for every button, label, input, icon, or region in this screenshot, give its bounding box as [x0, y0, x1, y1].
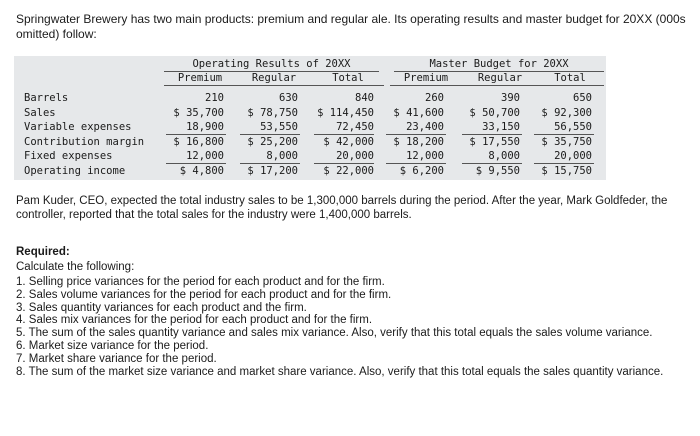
list-item: 1. Selling price variances for the period for each product and for the firm.: [16, 276, 385, 288]
sum-line: [534, 134, 594, 135]
sum-line: [462, 134, 522, 135]
required-subheading: Calculate the following:: [16, 261, 135, 273]
cell: $ 16,800: [173, 136, 224, 148]
cell: 56,550: [554, 121, 592, 133]
group-header-operating-results: Operating Results of 20XX: [192, 58, 351, 70]
required-list: [16, 276, 696, 378]
header-underline-budget: [390, 85, 604, 86]
cell: $ 17,550: [469, 136, 520, 148]
cell: $ 18,200: [393, 136, 444, 148]
group-header-master-budget: Master Budget for 20XX: [429, 58, 569, 70]
cell: 260: [425, 92, 444, 104]
cell: $ 42,000: [323, 136, 374, 148]
list-item: 2. Sales volume variances for the period for each product and for the firm.: [16, 288, 392, 301]
col-header-total-budget: Total: [554, 72, 586, 84]
cell: 33,150: [482, 121, 520, 133]
col-header-total-actual: Total: [332, 72, 364, 84]
cell: $ 35,750: [541, 136, 592, 148]
list-item: 4. Sales mix variances for the period for each product and for the firm.: [16, 314, 373, 327]
cell: 8,000: [488, 150, 520, 162]
row-label-contribution-margin: Contribution margin: [24, 136, 145, 148]
cell: $ 114,450: [317, 107, 374, 119]
list-item: 7. Market share variance for the period.: [16, 352, 217, 365]
budget-table: [14, 56, 606, 180]
list-item: 5. The sum of the sales quantity variance and sales mix variance. Also, verify that this total equals the sales volume variance.: [16, 327, 653, 340]
cell: 23,400: [406, 121, 444, 133]
cell: $ 15,750: [541, 165, 592, 177]
row-label-barrels: Barrels: [24, 92, 69, 104]
cell: 18,900: [186, 121, 224, 133]
cell: 210: [205, 92, 224, 104]
sum-line: [166, 163, 226, 164]
col-header-regular-actual: Regular: [251, 72, 297, 84]
sum-line: [314, 163, 374, 164]
cell: 650: [573, 92, 592, 104]
row-label-fixed-expenses: Fixed expenses: [24, 150, 113, 162]
cell: 20,000: [554, 150, 592, 162]
list-item: 8. The sum of the market size variance and market share variance. Also, verify that this total equals the sales quantity variance.: [16, 365, 664, 378]
row-label-operating-income: Operating income: [24, 165, 126, 177]
sum-line: [240, 163, 300, 164]
cell: $ 35,700: [173, 107, 224, 119]
sum-line: [166, 134, 226, 135]
col-header-premium-budget: Premium: [403, 72, 449, 84]
cell: 390: [501, 92, 520, 104]
col-header-premium-actual: Premium: [177, 72, 223, 84]
intro-text: Springwater Brewery has two main products: premium and regular ale. Its operating results and master budget for 20XX (000s omitted) follow:: [16, 12, 686, 41]
list-item: 6. Market size variance for the period.: [16, 339, 209, 352]
cell: 840: [355, 92, 374, 104]
cell: 53,550: [260, 121, 298, 133]
cell: $ 9,550: [475, 165, 520, 177]
cell: 72,450: [336, 121, 374, 133]
cell: $ 25,200: [247, 136, 298, 148]
sum-line: [462, 163, 522, 164]
cell: 630: [279, 92, 298, 104]
industry-paragraph: Pam Kuder, CEO, expected the total industry sales to be 1,300,000 barrels during the period. After the year, Mark Goldfeder, the controller, reported that the total sales for the industry were 1,400,000 barrels.: [16, 195, 668, 221]
sum-line: [240, 134, 300, 135]
row-label-sales: Sales: [24, 107, 56, 119]
header-underline-actual: [164, 85, 384, 86]
cell: 8,000: [266, 150, 298, 162]
sum-line: [314, 134, 374, 135]
cell: $ 50,700: [469, 107, 520, 119]
cell: $ 17,200: [247, 165, 298, 177]
cell: 20,000: [336, 150, 374, 162]
cell: $ 78,750: [247, 107, 298, 119]
cell: $ 4,800: [179, 165, 224, 177]
list-item: 3. Sales quantity variances for each product and the firm.: [16, 301, 307, 314]
sum-line: [386, 134, 446, 135]
row-label-variable-expenses: Variable expenses: [24, 121, 132, 133]
required-heading: Required:: [16, 246, 70, 258]
cell: $ 22,000: [323, 165, 374, 177]
cell: $ 92,300: [541, 107, 592, 119]
cell: $ 6,200: [399, 165, 444, 177]
sum-line: [386, 163, 446, 164]
cell: $ 41,600: [393, 107, 444, 119]
cell: 12,000: [406, 150, 444, 162]
col-header-regular-budget: Regular: [477, 72, 523, 84]
sum-line: [534, 163, 594, 164]
cell: 12,000: [186, 150, 224, 162]
